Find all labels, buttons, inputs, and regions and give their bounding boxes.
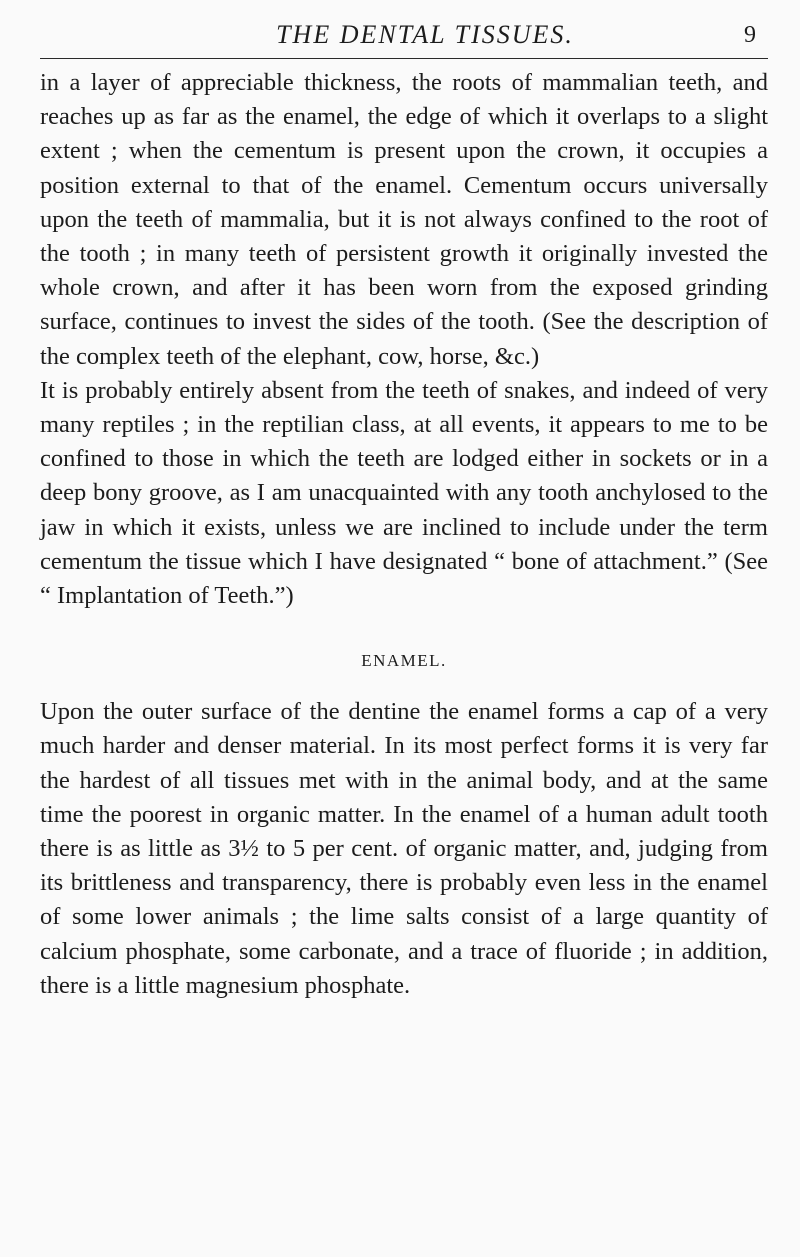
- paragraph-enamel: Upon the outer surface of the dentine the enamel forms a cap of a very much harder and denser material. In its most perfect forms it is very far the hardest of all tissues met with in the animal body, and at the same time the poorest in organic matter. In the enamel of a human adult tooth there is as little as 3½ to 5 per cent. of organic matter, and, judging from its brittleness and transparency, there is probably even less in the enamel of some lower animals ; the lime salts consist of a large quantity of calcium phosphate, some carbonate, and a trace of fluoride ; in addition, there is a little magnesium phosphate.: [40, 698, 768, 999]
- running-head: [80, 18, 770, 52]
- header-rule: [40, 58, 768, 59]
- section-heading-enamel: ENAMEL.: [361, 651, 447, 671]
- page-number: 9: [744, 22, 756, 48]
- body-text: [40, 66, 768, 1003]
- running-title: THE DENTAL TISSUES.: [276, 20, 574, 49]
- paragraph-reptiles: It is probably entirely absent from the teeth of snakes, and indeed of very many reptiles ; in the reptilian class, at all events, it appears to me to be confined to those in which the teeth are lodged either in sockets or in a deep bony groove, as I am unacquainted with any tooth anchylosed to the jaw in which it exists, unless we are inclined to include under the term cementum the tissue which I have designated “ bone of attachment.” (See “ Implantation of Teeth.”): [40, 376, 768, 610]
- paragraph-cementum-continued: in a layer of appreciable thickness, the roots of mammalian teeth, and reaches up as far as the enamel, the edge of which it overlaps to a slight extent ; when the cementum is present upon the crown, it occupies a position external to that of the enamel. Cementum occurs universally upon the teeth of mammalia, but it is not always confined to the root of the tooth ; in many teeth of persistent growth it originally invested the whole crown, and after it has been worn from the exposed grinding surface, continues to invest the sides of the tooth. (See the description of the complex teeth of the elephant, cow, horse, &c.): [40, 69, 768, 370]
